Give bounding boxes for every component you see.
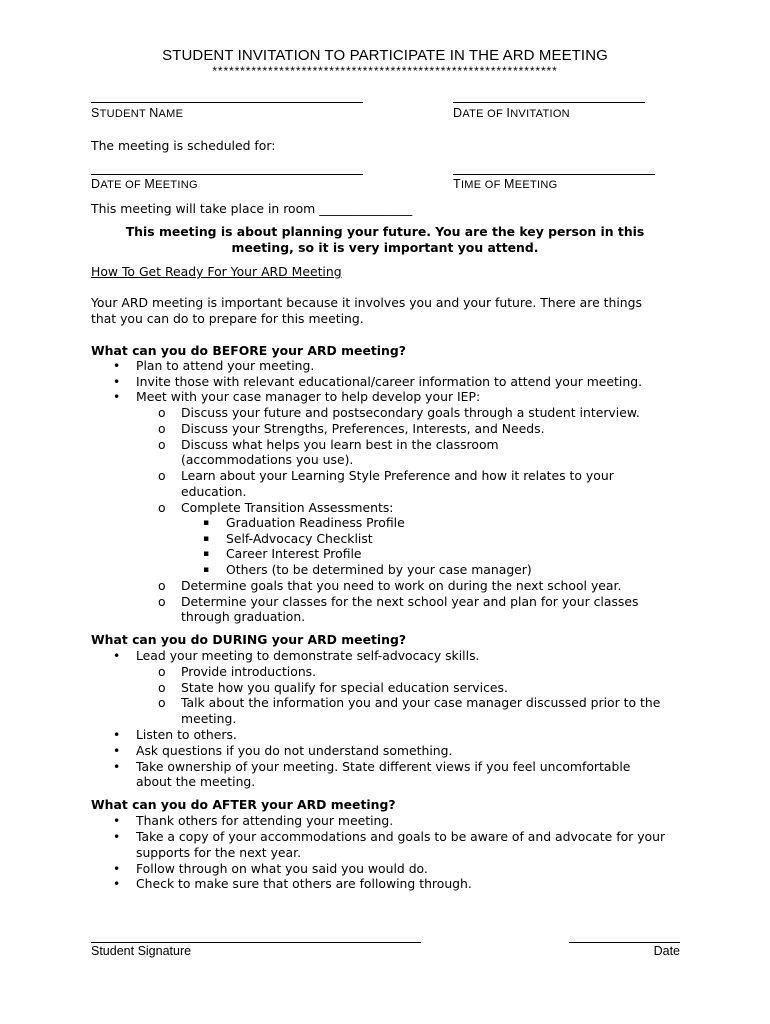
- bullet-icon: •: [113, 759, 121, 774]
- circle-bullet-icon: o: [158, 421, 166, 436]
- list-item: Graduation Readiness Profile: [226, 515, 405, 530]
- during-heading: What can you do DURING your ARD meeting?: [91, 632, 407, 647]
- bullet-icon: •: [113, 876, 121, 891]
- signature-line[interactable]: [91, 942, 421, 943]
- student-name-label: STUDENT NAME: [91, 106, 184, 120]
- list-item: Discuss your Strengths, Preferences, Interests, and Needs.: [181, 421, 545, 436]
- list-item: Plan to attend your meeting.: [136, 358, 315, 373]
- list-item: Provide introductions.: [181, 664, 317, 679]
- list-item-continued: about the meeting.: [136, 774, 256, 789]
- list-item: Learn about your Learning Style Preference and how it relates to your: [181, 468, 614, 483]
- circle-bullet-icon: o: [158, 500, 166, 515]
- list-item: Meet with your case manager to help develop your IEP:: [136, 389, 481, 404]
- list-item-continued: meeting.: [181, 711, 237, 726]
- date-of-invitation-line[interactable]: [453, 102, 645, 103]
- list-item: Ask questions if you do not understand something.: [136, 743, 453, 758]
- after-heading: What can you do AFTER your ARD meeting?: [91, 797, 396, 812]
- list-item: Determine goals that you need to work on during the next school year.: [181, 578, 622, 593]
- list-item: Listen to others.: [136, 727, 237, 742]
- circle-bullet-icon: o: [158, 468, 166, 483]
- time-of-meeting-label: TIME OF MEETING: [453, 177, 558, 191]
- list-item: Discuss what helps you learn best in the classroom: [181, 437, 499, 452]
- circle-bullet-icon: o: [158, 680, 166, 695]
- date-line[interactable]: [569, 942, 680, 943]
- list-item: Discuss your future and postsecondary goals through a student interview.: [181, 405, 640, 420]
- how-to-heading: How To Get Ready For Your ARD Meeting: [91, 264, 342, 279]
- list-item: Check to make sure that others are following through.: [136, 876, 472, 891]
- list-item: Follow through on what you said you would do.: [136, 861, 428, 876]
- bullet-icon: •: [113, 648, 121, 663]
- circle-bullet-icon: o: [158, 695, 166, 710]
- date-of-invitation-label: DATE OF INVITATION: [453, 106, 570, 120]
- bullet-icon: •: [113, 389, 121, 404]
- bullet-icon: •: [113, 813, 121, 828]
- scheduled-text: The meeting is scheduled for:: [91, 138, 276, 153]
- list-item-continued: education.: [181, 484, 247, 499]
- square-bullet-icon: ▪: [203, 518, 210, 528]
- emphasis-line-2: meeting, so it is very important you attend.: [231, 240, 539, 255]
- square-bullet-icon: ▪: [203, 534, 210, 544]
- circle-bullet-icon: o: [158, 405, 166, 420]
- student-name-line[interactable]: [91, 102, 363, 103]
- room-blank[interactable]: _______________: [319, 201, 413, 216]
- date-of-meeting-line[interactable]: [91, 174, 363, 175]
- document-title: STUDENT INVITATION TO PARTICIPATE IN THE ARD MEETING: [162, 47, 608, 64]
- asterisk-divider: **************************************************************: [212, 64, 558, 78]
- list-item: Talk about the information you and your case manager discussed prior to the: [181, 695, 661, 710]
- intro-line-1: Your ARD meeting is important because it involves you and your future. There are things: [91, 295, 642, 310]
- list-item: Lead your meeting to demonstrate self-advocacy skills.: [136, 648, 480, 663]
- date-label: Date: [653, 944, 680, 958]
- intro-line-2: that you can do to prepare for this meeting.: [91, 311, 364, 326]
- list-item: State how you qualify for special education services.: [181, 680, 508, 695]
- circle-bullet-icon: o: [158, 578, 166, 593]
- before-heading: What can you do BEFORE your ARD meeting?: [91, 343, 406, 358]
- circle-bullet-icon: o: [158, 594, 166, 609]
- room-text: This meeting will take place in room _______________: [91, 201, 413, 216]
- list-item: Invite those with relevant educational/career information to attend your meeting.: [136, 374, 643, 389]
- list-item: Thank others for attending your meeting.: [136, 813, 394, 828]
- date-of-meeting-label: DATE OF MEETING: [91, 177, 198, 191]
- emphasis-line-1: This meeting is about planning your future. You are the key person in this: [125, 224, 645, 239]
- list-item: Others (to be determined by your case manager): [226, 562, 532, 577]
- time-of-meeting-line[interactable]: [453, 174, 655, 175]
- list-item-continued: supports for the next year.: [136, 845, 302, 860]
- bullet-icon: •: [113, 829, 121, 844]
- bullet-icon: •: [113, 861, 121, 876]
- signature-label: Student Signature: [91, 944, 192, 958]
- circle-bullet-icon: o: [158, 664, 166, 679]
- bullet-icon: •: [113, 358, 121, 373]
- circle-bullet-icon: o: [158, 437, 166, 452]
- list-item: Career Interest Profile: [226, 546, 362, 561]
- list-item-continued: (accommodations you use).: [181, 452, 354, 467]
- list-item: Self-Advocacy Checklist: [226, 531, 373, 546]
- bullet-icon: •: [113, 727, 121, 742]
- square-bullet-icon: ▪: [203, 565, 210, 575]
- list-item: Take a copy of your accommodations and goals to be aware of and advocate for your: [136, 829, 666, 844]
- bullet-icon: •: [113, 743, 121, 758]
- list-item: Take ownership of your meeting. State different views if you feel uncomfortable: [136, 759, 631, 774]
- list-item: Determine your classes for the next school year and plan for your classes: [181, 594, 639, 609]
- list-item: Complete Transition Assessments:: [181, 500, 394, 515]
- bullet-icon: •: [113, 374, 121, 389]
- square-bullet-icon: ▪: [203, 549, 210, 559]
- list-item-continued: through graduation.: [181, 609, 306, 624]
